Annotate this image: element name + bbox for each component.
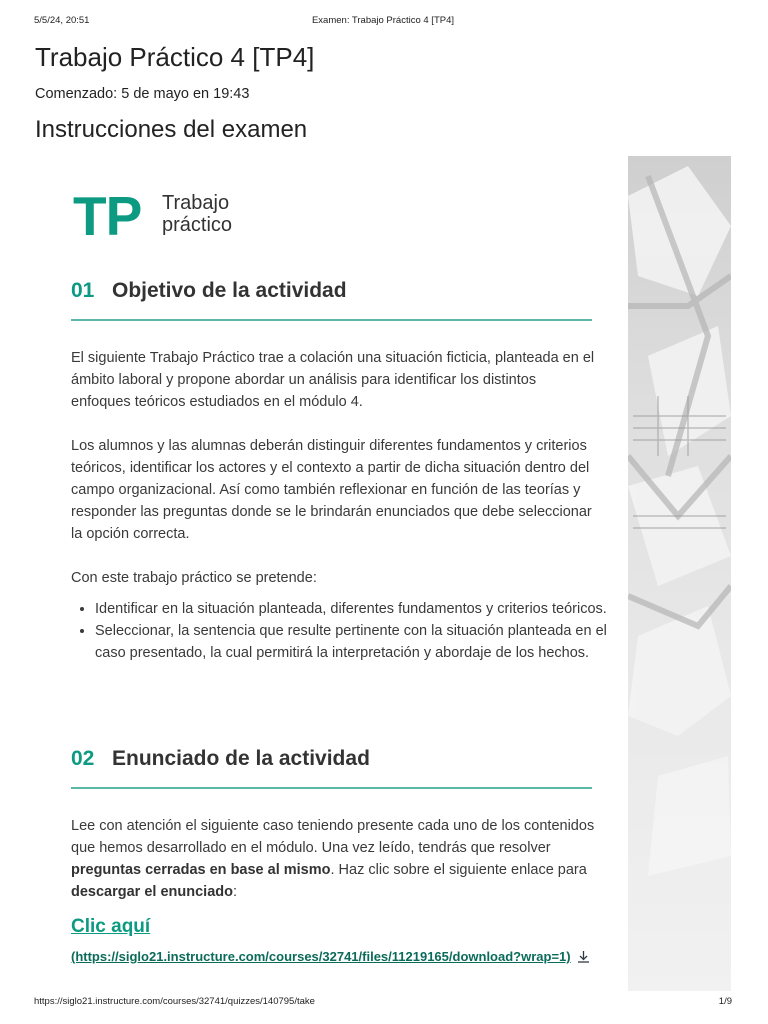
- tp-logo-line1: Trabajo: [162, 192, 230, 214]
- download-link-url[interactable]: [71, 946, 595, 970]
- objective-paragraph-1: El siguiente Trabajo Práctico trae a colación una situación ficticia, planteada en el ámbito laboral y propone abordar un análisis para identificar los distintos enfoques teóricos estudiados en el módulo 4.: [71, 350, 595, 410]
- objective-paragraph-2: Los alumnos y las alumnas deberán distinguir diferentes fundamentos y criterios teóricos, identificar los actores y el contexto a partir de dicha situación dentro del campo organizacional. Así como también reflexionar en función de las teorías y responder las preguntas donde se le brindarán enunciados que debe seleccionar la opción correcta.: [71, 438, 592, 542]
- started-value: 5 de mayo en 19:43: [121, 86, 250, 102]
- statement-paragraph: [71, 815, 595, 903]
- objective-paragraph-3: Con este trabajo práctico se pretende:: [71, 570, 317, 586]
- statement-text-2: . Haz clic sobre el siguiente enlace para: [330, 862, 587, 878]
- print-page-number: 1/9: [718, 996, 732, 1007]
- print-header: [34, 15, 732, 29]
- list-item: • Seleccionar, la sentencia que resulte pertinente con la situación planteada en el caso presentado, la cual permitirá la interpretación y abordaje de los hechos.: [95, 620, 619, 664]
- statement-bold-1: preguntas cerradas en base al mismo: [71, 862, 331, 878]
- download-link[interactable]: Clic aquí: [71, 916, 151, 937]
- print-datetime: 5/5/24, 20:51: [34, 15, 90, 26]
- tp-logo-text: [162, 192, 232, 236]
- started-info: [35, 86, 249, 102]
- tp-logo: [73, 186, 293, 246]
- list-item: • Identificar en la situación planteada, diferentes fundamentos y criterios teóricos.: [95, 598, 619, 620]
- section-1-header: [71, 279, 592, 321]
- section-2-title: Enunciado de la actividad: [112, 747, 370, 770]
- statement-text-3: :: [232, 884, 238, 900]
- section-2-number: 02: [71, 747, 95, 770]
- instructions-heading: Instrucciones del examen: [35, 116, 308, 143]
- print-page-title: Examen: Trabajo Práctico 4 [TP4]: [311, 15, 455, 26]
- section-1-title: Objetivo de la actividad: [112, 279, 347, 302]
- tp-logo-mark: TP: [73, 185, 142, 247]
- page-title: Trabajo Práctico 4 [TP4]: [35, 42, 315, 72]
- print-url: https://siglo21.instructure.com/courses/32741/quizzes/140795/take: [34, 996, 315, 1007]
- decorative-side-image: [628, 156, 731, 991]
- statement-bold-2: descargar el enunciado: [71, 884, 233, 900]
- abstract-pattern-image: [628, 156, 731, 991]
- download-icon[interactable]: [577, 948, 590, 970]
- section-1-number: 01: [71, 279, 95, 302]
- download-link-url-text[interactable]: (https://siglo21.instructure.com/courses/32741/files/11219165/download?wrap=1): [71, 949, 571, 964]
- objectives-list: [71, 598, 619, 664]
- tp-logo-line2: práctico: [162, 214, 233, 236]
- section-2-header: [71, 747, 592, 789]
- statement-text-1: Lee con atención el siguiente caso teniendo presente cada uno de los contenidos que hemos desarrollado en el módulo. Una vez leído, tendrás que resolver: [71, 818, 595, 856]
- started-label: Comenzado:: [35, 86, 118, 102]
